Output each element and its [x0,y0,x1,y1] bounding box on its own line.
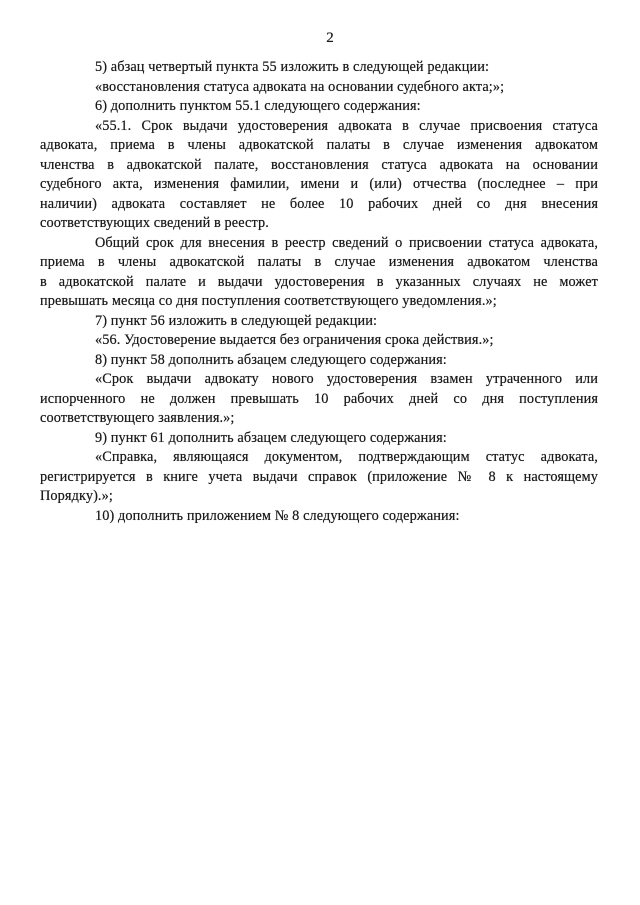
text-line: Порядку).»; [40,488,113,504]
document-text [40,58,598,526]
text-line: наличии) адвоката составляет не более 10 рабочих дней со дня внесения [40,195,598,212]
text-line: членства в адвокатской палате, восстановления статуса адвоката на основании [40,156,598,173]
text-line: адвоката, приема в члены адвокатской палаты в случае изменения адвокатом [40,137,598,153]
text-line: 7) пункт 56 изложить в следующей редакции: [95,312,378,329]
text-line: 5) абзац четвертый пункта 55 изложить в следующей редакции: [95,59,490,75]
text-line: 8) пункт 58 дополнить абзацем следующего содержания: [95,351,447,368]
text-line: «Срок выдачи адвокату нового удостоверения взамен утраченного или [95,371,598,387]
text-line: судебного акта, изменения фамилии, имени и (или) отчества (последнее – при [40,176,598,192]
text-line: «55.1. Срок выдачи удостоверения адвоката в случае присвоения статуса [95,117,598,134]
text-line: соответствующих сведений в реестр. [40,215,269,231]
text-line: «Справка, являющаяся документом, подтверждающим статус адвоката, [95,449,598,465]
text-line: 6) дополнить пунктом 55.1 следующего содержания: [95,98,421,114]
text-line: приема в члены адвокатской палаты в случае изменения адвокатом членства [40,254,598,270]
text-line: регистрируется в книге учета выдачи справок (приложение № 8 к настоящему [40,468,598,485]
page-number: 2 [326,30,334,46]
text-line: в адвокатской палате и выдачи удостоверения в указанных случаях не может [40,273,598,290]
text-line: 10) дополнить приложением № 8 следующего содержания: [95,507,460,524]
text-line: испорченного не должен превышать 10 рабочих дней со дня поступления [40,390,598,407]
text-line: Общий срок для внесения в реестр сведений о присвоении статуса адвоката, [95,234,598,251]
text-line: соответствующего заявления.»; [40,410,235,426]
text-line: превышать месяца со дня поступления соответствующего уведомления.»; [40,293,497,309]
text-line: «восстановления статуса адвоката на основании судебного акта;»; [95,78,505,95]
text-line: «56. Удостоверение выдается без ограничения срока действия.»; [95,332,494,348]
text-line: 9) пункт 61 дополнить абзацем следующего содержания: [95,429,447,446]
